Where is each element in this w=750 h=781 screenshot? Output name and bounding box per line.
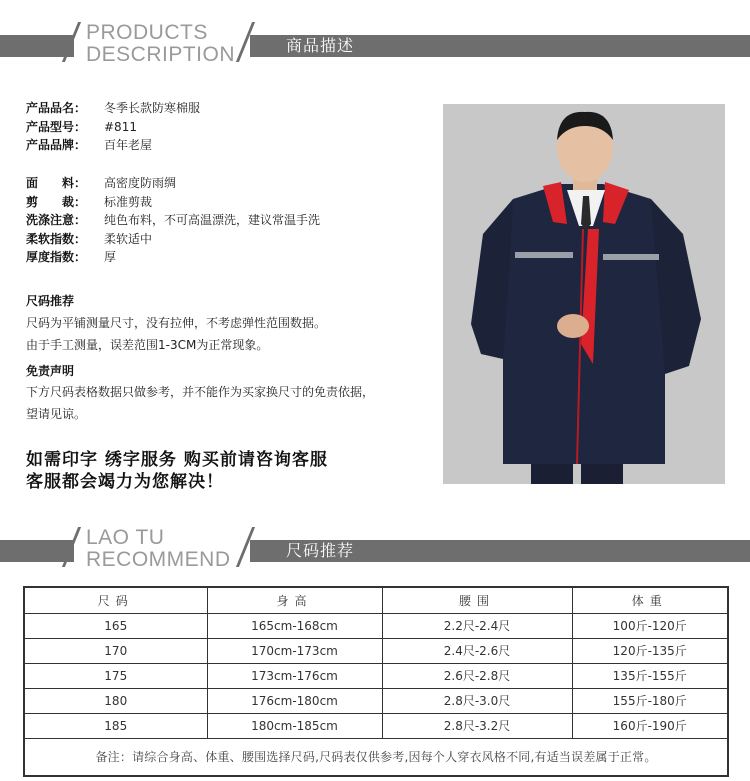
- spec-key: 剪 裁：: [26, 194, 87, 209]
- table-row: [24, 713, 728, 738]
- header-en-line2: RECOMMEND: [86, 548, 231, 571]
- table-remark: 备注：请综合身高、体重、腰围选择尺码,尺码表仅供参考,因每个人穿衣风格不同,有适当误差属于正常。: [24, 738, 728, 776]
- spec-key: 面 料：: [26, 176, 87, 190]
- spec-value: 厚: [104, 250, 117, 265]
- table-cell: 2.2尺-2.4尺: [382, 613, 572, 638]
- table-cell: 100斤-120斤: [572, 613, 728, 638]
- spec-row: [26, 230, 320, 249]
- info-value: 百年老屋: [104, 138, 153, 153]
- column-header: 体重: [572, 587, 728, 613]
- info-key: 产品品牌：: [26, 138, 87, 153]
- table-cell: 185: [24, 713, 207, 738]
- product-spec-info: [26, 174, 320, 267]
- table-cell: 175: [24, 663, 207, 688]
- table-cell: 160斤-190斤: [572, 713, 728, 738]
- header-en-line1: LAO TU: [86, 526, 165, 549]
- spec-value: 纯色布料，不可高温漂洗，建议常温手洗: [104, 213, 321, 228]
- table-header-row: [24, 587, 728, 613]
- product-basic-info: [26, 99, 200, 155]
- table-cell: 170cm-173cm: [207, 638, 382, 663]
- table-cell: 2.4尺-2.6尺: [382, 638, 572, 663]
- promo-line2: 客服都会竭力为您解决！: [26, 472, 224, 492]
- spec-row: [26, 174, 320, 193]
- table-remark-row: [24, 738, 728, 776]
- table-cell: 135斤-155斤: [572, 663, 728, 688]
- model-in-jacket-image: [443, 104, 725, 484]
- spec-row: [26, 211, 320, 230]
- spec-value: 柔软适中: [104, 231, 153, 246]
- spec-key: 厚度指数：: [26, 250, 87, 265]
- size-note-title: 尺码推荐: [26, 294, 75, 308]
- table-cell: 170: [24, 638, 207, 663]
- table-cell: 120斤-135斤: [572, 638, 728, 663]
- header-en-line1: PRODUCTS: [86, 21, 208, 44]
- header-bar-left: [0, 35, 74, 57]
- table-cell: 155斤-180斤: [572, 688, 728, 713]
- info-key: 产品型号：: [26, 119, 87, 134]
- spec-row: [26, 193, 320, 212]
- disclaimer-title: 免责声明: [26, 364, 75, 378]
- spec-value: 高密度防雨绸: [104, 176, 177, 190]
- disclaimer-line2: 望请见谅。: [26, 407, 87, 421]
- promo-line1: 如需印字 绣字服务 购买前请咨询客服: [26, 450, 328, 470]
- lao-tu-recommend-header: [0, 527, 750, 585]
- size-note-line1: 尺码为平铺测量尺寸，没有拉伸，不考虑弹性范围数据。: [26, 316, 327, 330]
- table-cell: 180cm-185cm: [207, 713, 382, 738]
- info-value: 冬季长款防寒棉服: [104, 101, 201, 115]
- product-photo: [443, 104, 725, 484]
- table-cell: 2.8尺-3.2尺: [382, 713, 572, 738]
- table-cell: 2.6尺-2.8尺: [382, 663, 572, 688]
- spec-value: 标准剪裁: [104, 194, 153, 209]
- header-en-line2: DESCRIPTION: [86, 43, 236, 66]
- info-key: 产品品名：: [26, 101, 87, 115]
- column-header: 腰围: [382, 587, 572, 613]
- info-row: [26, 136, 200, 155]
- header-cn-title: 商品描述: [286, 36, 355, 55]
- spec-key: 洗涤注意：: [26, 213, 87, 228]
- table-row: [24, 663, 728, 688]
- size-note-line2: 由于手工测量，误差范围1-3CM为正常现象。: [26, 338, 269, 352]
- table-cell: 180: [24, 688, 207, 713]
- column-header: 身高: [207, 587, 382, 613]
- header-cn-title: 尺码推荐: [286, 541, 355, 560]
- info-value: #811: [104, 119, 137, 134]
- disclaimer-line1: 下方尺码表格数据只做参考，并不能作为买家换尺寸的免责依据，: [26, 385, 375, 399]
- table-cell: 2.8尺-3.0尺: [382, 688, 572, 713]
- spec-key: 柔软指数：: [26, 231, 87, 246]
- column-header: 尺码: [24, 587, 207, 613]
- spec-row: [26, 248, 320, 267]
- table-cell: 165cm-168cm: [207, 613, 382, 638]
- table-row: [24, 638, 728, 663]
- table-row: [24, 688, 728, 713]
- table-cell: 176cm-180cm: [207, 688, 382, 713]
- products-description-header: [0, 22, 750, 80]
- info-row: [26, 118, 200, 137]
- header-bar-left: [0, 540, 74, 562]
- table-row: [24, 613, 728, 638]
- size-chart-table: [23, 586, 729, 777]
- table-cell: 173cm-176cm: [207, 663, 382, 688]
- table-cell: 165: [24, 613, 207, 638]
- info-row: [26, 99, 200, 118]
